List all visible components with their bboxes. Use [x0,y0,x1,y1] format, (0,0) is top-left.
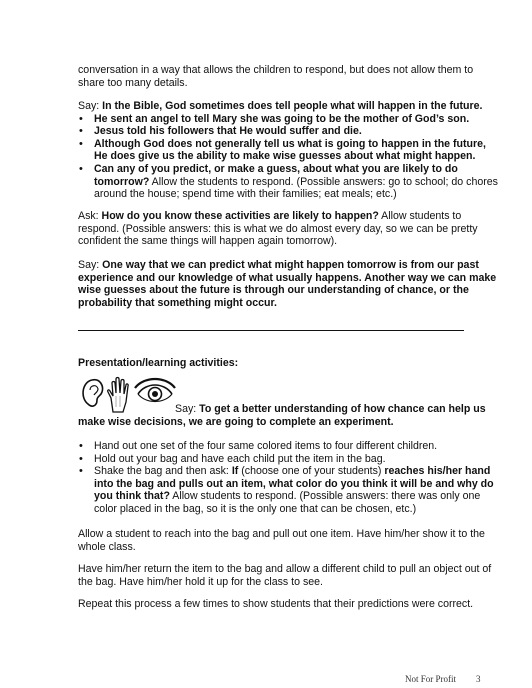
say-statement: In the Bible, God sometimes does tell people what will happen in the future. [102,100,483,112]
section-heading [78,357,498,370]
bullet-text: Allow the students to respond. (Possible answers: go to school; do chores around the house; spend time with their families; eat meals; etc.) [94,175,498,201]
section-heading-text: Presentation/learning activities: [78,357,239,369]
list-item [78,163,498,201]
step-bold-question: reaches his/her hand into the bag and pulls out an item, what color do you think it will be and why do you think that? [94,465,494,503]
say-label: Say: [175,403,200,415]
eye-icon [135,379,175,402]
ask-question: How do you know these activities are likely to happen? [101,210,379,222]
say-label: Say: [78,259,103,271]
step-text: Allow students to respond. (Possible answers: there was only one color placed in the bag, so it is the only one that can be chosen, etc.) [94,490,481,515]
step-text: Shake the bag and then ask: [94,465,232,478]
step-text: Hold out your bag and have each child put the item in the bag. [94,452,386,465]
list-item [78,440,498,453]
list-item [78,113,498,126]
bible-bullet-list [78,113,498,201]
list-item [78,465,498,515]
say-block-bible [78,100,498,201]
ask-paragraph [78,210,498,248]
paragraph-repeat: Repeat this process a few times to show students that their predictions were correct. [78,598,474,610]
say-paragraph-experiment [78,403,498,428]
section-divider [78,330,464,331]
step-bold-text: If [231,465,239,478]
ask-text: Allow students to respond. (Possible answers: this is what we do almost every day, so we can be pretty confident the same things will happen again tomorrow). [78,210,478,248]
list-item [78,125,498,138]
list-item [78,453,498,466]
say-statement: One way that we can predict what might happen tomorrow is from our past experience and our knowledge of what usually happens. Another way we can make wise guesses about the future is through our understanding of chance, or the probability that something might occur. [78,259,497,309]
step-text: (choose one of your students) [238,465,385,478]
bullet-bold-text: Jesus told his followers that He would suffer and die. [94,125,362,138]
step-text: Hand out one set of the four same colored items to four different children. [94,440,438,452]
bullet-bold-text: He sent an angel to tell Mary she was going to be the mother of God’s son. [94,112,470,125]
say-label: Say: [78,100,103,112]
bullet-bold-text: Although God does not generally tell us what is going to happen in the future, He does give us the ability to make wise guesses about what might happen. [94,137,486,163]
ask-label: Ask: [78,210,102,222]
paragraph-reach: Allow a student to reach into the bag and pull out one item. Have him/her show it to the whole class. [78,528,485,553]
intro-paragraph: conversation in a way that allows the children to respond, but does not allow them to share too many details. [78,64,474,89]
experiment-steps [78,440,498,516]
say-line [78,100,498,113]
footer-label: Not For Profit [405,674,457,684]
paragraph-return: Have him/her return the item to the bag and allow a different child to pull an object out of the bag. Have him/her hold it up for the class to see. [78,563,492,588]
say-statement: To get a better understanding of how chance can help us make wise decisions, we are going to complete an experiment. [78,403,486,428]
list-item [78,138,498,163]
page-number: 3 [476,674,481,684]
page-footer [405,674,481,684]
bullet-bold-text: Can any of you predict, or make a guess, about what you are likely to do tomorrow? [94,162,458,188]
say-paragraph-prediction [78,259,498,309]
